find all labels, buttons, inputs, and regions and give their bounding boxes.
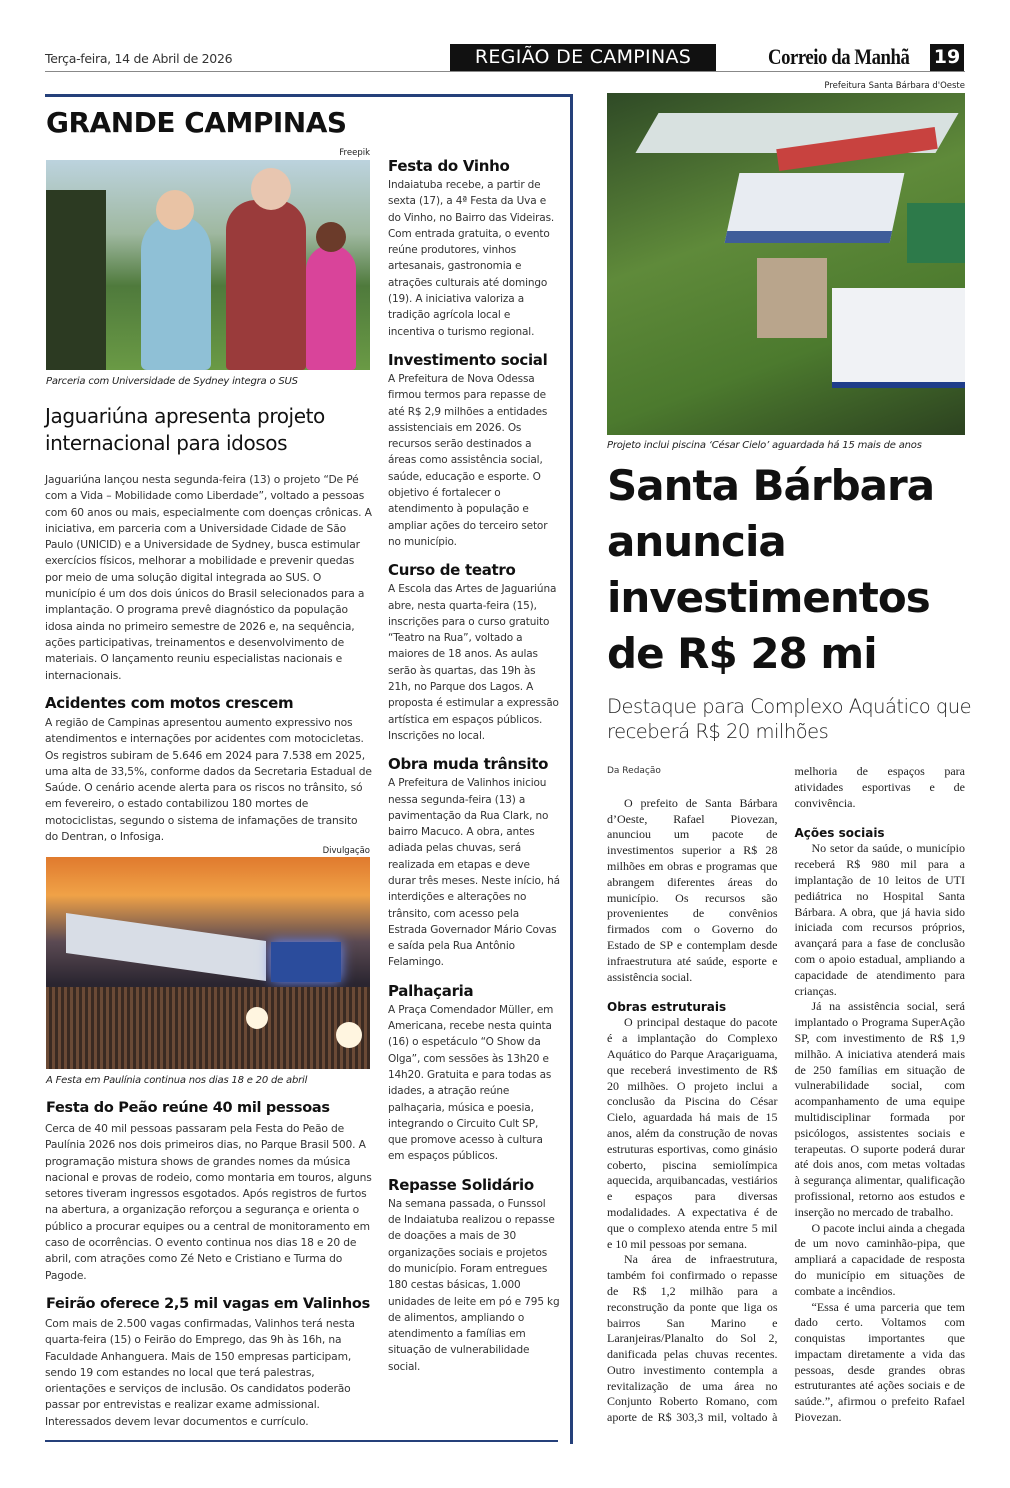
section-kicker: GRANDE CAMPINAS xyxy=(46,106,347,139)
rodeo-festival-photo xyxy=(46,857,370,1069)
brief-title: Palhaçaria xyxy=(388,981,474,1000)
article-paragraph: O pacote inclui ainda a chegada de um novo caminhão-pipa, que ampliará a capacidade de resposta do município em situações de combate a incêndios. xyxy=(794,1220,965,1298)
story-headline: Feirão oferece 2,5 mil vagas em Valinhos xyxy=(46,1296,370,1312)
article-subheading: Ações sociais xyxy=(794,826,885,841)
brief-body: A Praça Comendador Müller, em Americana, recebe nesta quinta (16) o espetáculo “O Show da Olga”, com sessões às 13h20 e 14h20. Gratuita e para todas as idades, a atração reúne palhaçaria, música e poesia, integrando o Circuito Cult SP, que promove acesso à cultura em espaços públicos. xyxy=(388,1003,554,1163)
section-top-rule xyxy=(45,94,573,97)
brief-body: A Prefeitura de Nova Odessa firmou termos para repasse de até R$ 2,9 milhões a entidades assistenciais em 2026. Os recursos serão destinados a áreas como assistência social, saúde, educação e esporte. O objetivo é fortalecer o atendimento à população e ampliar ações do terceiro setor no município. xyxy=(388,372,548,548)
brief xyxy=(388,754,560,971)
page-number: 19 xyxy=(930,44,964,71)
brief-body: A Prefeitura de Valinhos iniciou nessa segunda-feira (13) a pavimentação da Rua Clark, no bairro Macuco. A obra, antes adiada pelas chuvas, será realizada em etapas e deve durar três meses. Neste início, há interdições e alterações no trânsito, com acesso pela Estrada Governador Mário Covas e saída pela Rua Antônio Felamingo. xyxy=(388,777,560,969)
article-paragraph: No setor da saúde, o município receberá R$ 980 mil para a implantação de 10 leitos de UTI pediátrica no Hospital Santa Bárbara. A obra, que já havia sido iniciada com recursos próprios, avançará para a fase de conclusão com o apoio estadual, ampliando a capacidade de atendimento para crianças. xyxy=(794,841,965,998)
article-paragraph: “Essa é uma parceria que tem dado certo. Voltamos com conquistas importantes que impactam diretamente a vida das pessoas, desde grandes obras estruturantes até ações sociais e de saúde.”, afirmou o prefeito Rafael Piovezan. xyxy=(794,1299,965,1425)
story-headline: Jaguariúna apresenta projeto internacional para idosos xyxy=(45,404,325,455)
article-subheading: Obras estruturais xyxy=(607,1000,727,1015)
story-body: Cerca de 40 mil pessoas passaram pela Festa do Peão de Paulínia 2026 nos dois primeiros dias, no Parque Brasil 500. A programação mistura shows de grandes nomes da música nacional e provas de rodeio, como montaria em touros, alguns setores tiveram ingressos esgotados. Após registros de furtos na abertura, a organização reforçou a segurança e orienta o público a procurar equipes ou a central de monitoramento em caso de ocorrências. O evento continua nos dias 18 e 20 de abril, com atrações como Zé Neto e Cristiano e Turma do Pagode. xyxy=(45,1122,372,1282)
feature-subhead: Destaque para Complexo Aquático que receberá R$ 20 milhões xyxy=(607,695,972,743)
brief-title: Repasse Solidário xyxy=(388,1175,534,1194)
brief xyxy=(388,1175,560,1375)
brief xyxy=(388,156,560,340)
feature-headline: Santa Bárbara anuncia investimentos de R$ 28 mi xyxy=(607,461,935,678)
aquatic-complex-rendering xyxy=(607,93,965,435)
photo-caption: Parceria com Universidade de Sydney integra o SUS xyxy=(46,376,298,387)
article-paragraph: O principal destaque do pacote é a implantação do Complexo Aquático do Parque Araçariguama, que receberá investimento de R$ 20 milhões. O projeto inclui a conclusão da Piscina do César Cielo, aguardada há mais de 15 anos, além da construção de novas estruturas esportivas, como ginásio coberto, piscina semiolímpica aquecida, arquibancadas, vestiários e espaços para diversas modalidades. A expectativa é de que o complexo atenda entre 5 mil e 10 mil pessoas por semana. xyxy=(607,1015,778,1251)
brief xyxy=(388,560,560,744)
feature-article-body xyxy=(607,764,965,1426)
briefs-column xyxy=(388,156,560,1385)
brief-title: Curso de teatro xyxy=(388,561,516,580)
brief xyxy=(388,981,560,1165)
byline: Da Redação xyxy=(607,766,661,776)
story-body: Jaguariúna lançou nesta segunda-feira (13) o projeto “De Pé com a Vida – Mobilidade como Liberdade”, voltado a pessoas com 60 anos ou mais, especialmente com doenças crônicas. A iniciativa, em parceria com a Universidade Cidade de São Paulo (UNICID) e a Universidade de Sydney, busca estimular exercícios físicos, melhorar a mobilidade e prevenir quedas por meio de uma solução digital integrada ao SUS. O município é um dos dois únicos do Brasil selecionados para a implantação. O programa prevê diagnóstico da população idosa ainda no primeiro semestre de 2026 e, na sequência, ações participativas, treinamentos e desenvolvimento de materiais. O lançamento reuniu especialistas nacionais e internacionais. xyxy=(45,473,372,682)
brief-title: Obra muda trânsito xyxy=(388,755,549,774)
brief-body: Na semana passada, o Funssol de Indaiatuba realizou o repasse de doações a mais de 30 organizações sociais e projetos do município. Foram entregues 180 cestas básicas, 1.000 unidades de leite em pó e 795 kg de alimentos, ampliando o atendimento a famílias em situação de vulnerabilidade social. xyxy=(388,1197,560,1373)
story-headline: Festa do Peão reúne 40 mil pessoas xyxy=(46,1100,330,1116)
edition-date: Terça-feira, 14 de Abril de 2026 xyxy=(45,51,233,66)
story-headline: Acidentes com motos crescem xyxy=(45,694,294,712)
photo-credit: Prefeitura Santa Bárbara d'Oeste xyxy=(824,81,965,91)
brief-title: Investimento social xyxy=(388,350,548,369)
section-right-rule xyxy=(570,94,573,1444)
article-paragraph: Já na assistência social, será implantado o Programa SuperAção SP, com investimento de R$ 1,9 milhão. A iniciativa atenderá mais de 250 famílias em situação de vulnerabilidade social, com acompanhamento de uma equipe multidisciplinar formada por psicólogos, assistentes sociais e terapeutas. O suporte poderá durar até dois anos, com metas voltadas à segurança alimentar, qualificação profissional, retorno aos estudos e inserção no mercado de trabalho. xyxy=(794,999,965,1219)
photo-credit: Freepik xyxy=(339,148,370,158)
photo-caption: Projeto inclui piscina ‘César Cielo’ aguardada há 15 mais de anos xyxy=(607,440,922,451)
story-body: Com mais de 2.500 vagas confirmadas, Valinhos terá nesta quarta-feira (15) o Feirão do Emprego, das 9h às 16h, na Faculdade Anhanguera. Mais de 150 empresas participam, sendo 19 com estandes no local que terá palestras, orientações e serviços de inclusão. Os candidatos poderão passar por entrevistas e realizar exame admissional. Interessados devem levar documentos e currículo. xyxy=(45,1317,355,1428)
brief-body: A Escola das Artes de Jaguariúna abre, nesta quarta-feira (15), inscrições para o curso gratuito “Teatro na Rua”, voltado a maiores de 18 anos. As aulas serão às quartas, das 19h às 21h, no Parque dos Lagos. A proposta é estimular a expressão artística em espaços públicos. Inscrições no local. xyxy=(388,583,559,742)
story-body: A região de Campinas apresentou aumento expressivo nos atendimentos e internações por acidentes com motocicletas. Os registros subiram de 5.646 em 2024 para 7.538 em 2025, uma alta de 33,5%, conforme dados da Secretaria Estadual de Saúde. O cenário acende alerta para os riscos no trânsito, só em fevereiro, o estado contabilizou 180 mortes de motociclistas, segundo o sistema de infamações de transito do Dentran, o Infosiga. xyxy=(45,716,372,844)
section-bottom-rule xyxy=(45,1440,558,1442)
header-divider xyxy=(45,71,965,72)
elderly-exercise-photo xyxy=(46,160,370,370)
newspaper-logo: Correio da Manhã xyxy=(768,44,910,69)
article-paragraph: Na área de infraestrutura, também foi confirmado o repasse de R$ 1,2 milhão para a reconstrução da ponte que liga os bairros San Marino e Laranjeiras/Planalto do Sol 2, danificada pelas chuvas recentes. Outro investimento contempla a revitalização de uma área no Conjunto Roberto Romano, com aporte de R$ 303,3 mil, voltado à melhoria de espaços para atividades esportivas e de convivência. xyxy=(607,764,965,1425)
section-title: REGIÃO DE CAMPINAS xyxy=(450,44,716,71)
brief-body: Indaiatuba recebe, a partir de sexta (17), a 4ª Festa da Uva e do Vinho, no Bairro das Videiras. Com entrada gratuita, o evento reúne produtores, vinhos artesanais, gastronomia e atrações culturais até domingo (19). A iniciativa valoriza a tradição agrícola local e incentiva o turismo regional. xyxy=(388,179,555,338)
photo-caption: A Festa em Paulínia continua nos dias 18 e 20 de abril xyxy=(46,1075,308,1086)
brief-title: Festa do Vinho xyxy=(388,157,510,175)
brief xyxy=(388,350,560,550)
article-paragraph: O prefeito de Santa Bárbara d’Oeste, Rafael Piovezan, anunciou um pacote de investimentos superior a R$ 28 milhões em obras e programas que abrangem diferentes áreas do município. Os recursos são provenientes de convênios firmados com o Governo do Estado de SP e contemplam desde infraestrutura até saúde, esporte e assistência social. xyxy=(607,795,778,984)
photo-credit: Divulgação xyxy=(322,846,370,856)
